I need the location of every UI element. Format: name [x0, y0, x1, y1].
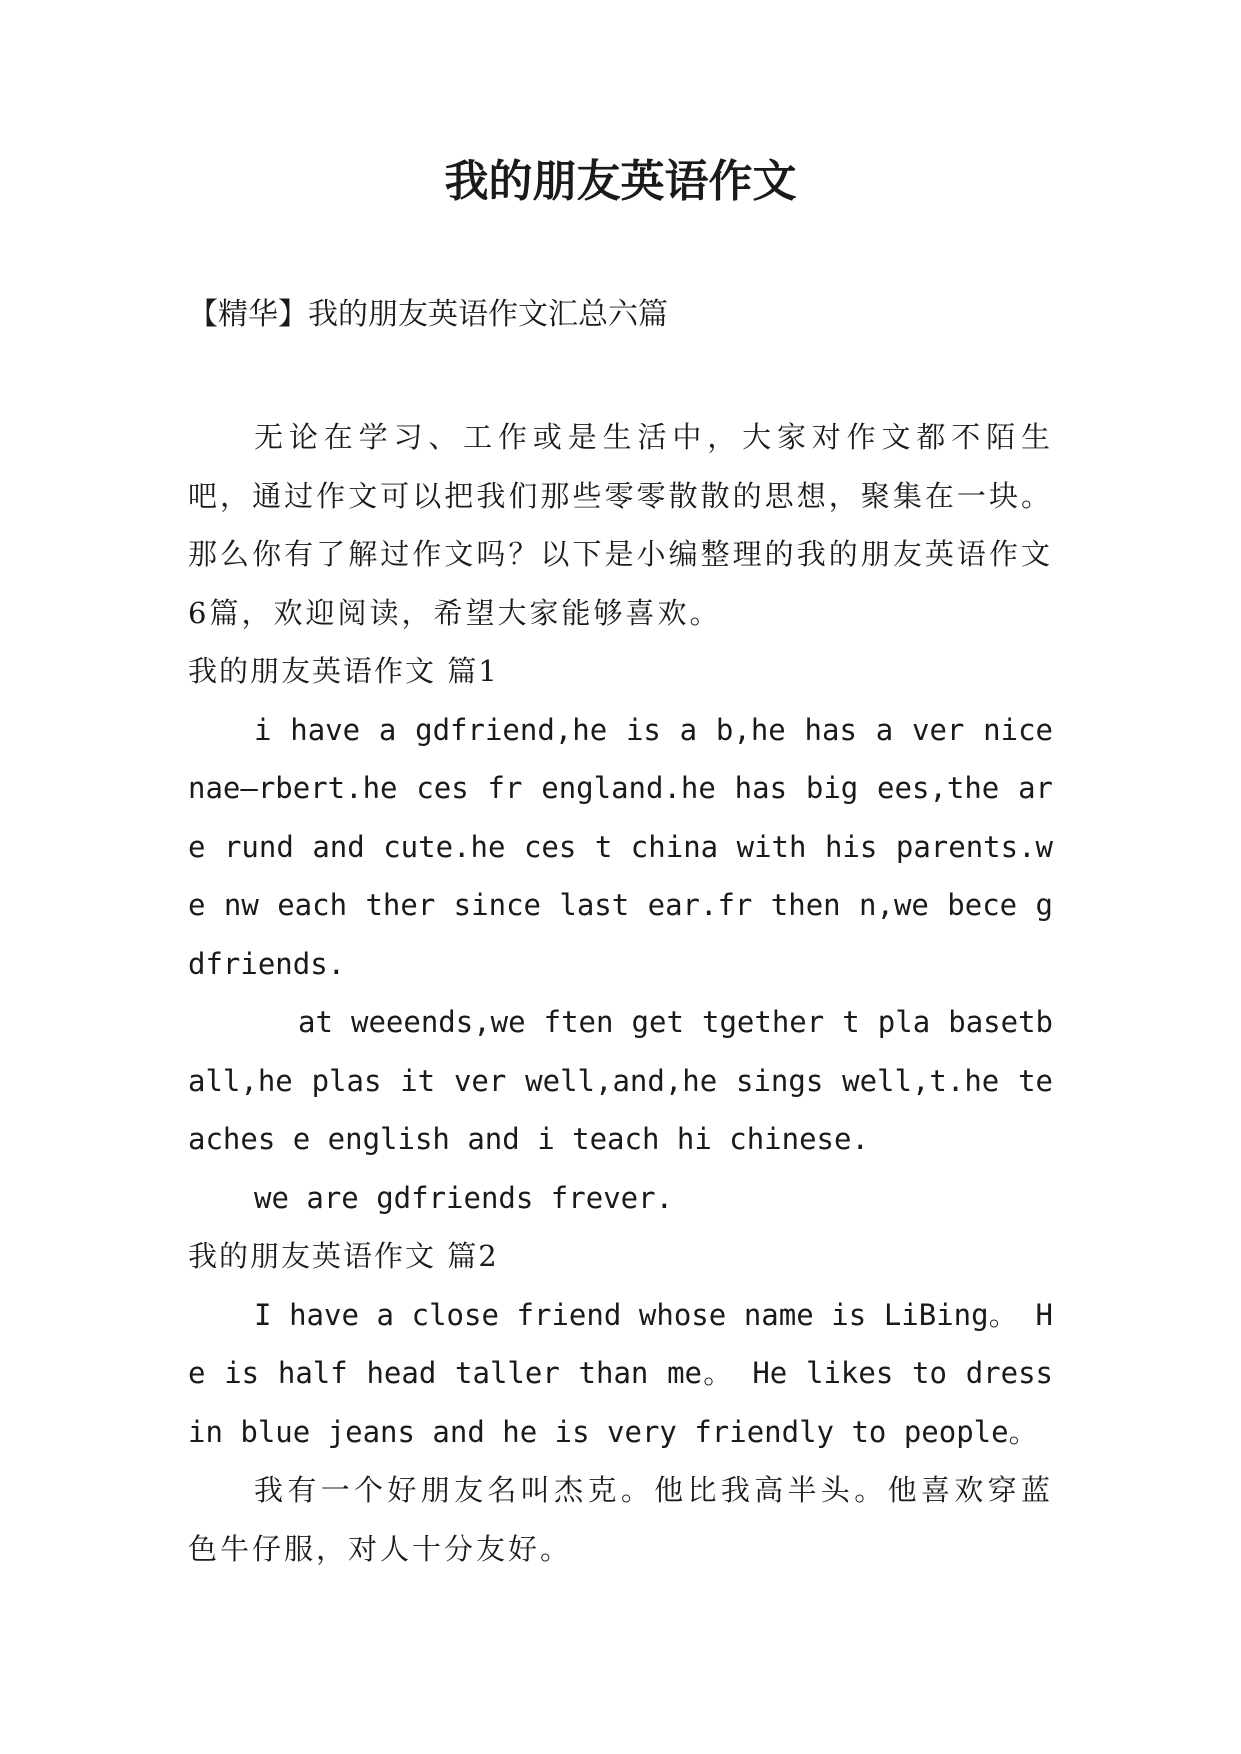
document-subtitle: 【精华】我的朋友英语作文汇总六篇	[188, 297, 668, 332]
page-title: 我的朋友英语作文	[444, 156, 797, 207]
section-1-paragraph-1: i have a gdfriend,he is a b,he has a ver nice nae—rbert.he ces fr england.he has big ees,the are rund and cute.he ces t china with his parents.we nw each ther since last ear.fr then n,we bece gdfriends.	[188, 712, 1053, 981]
section-2-paragraph-1: I have a close friend whose name is LiBing。 He is half head taller than me。 He likes to dress in blue jeans and he is very friendly to people。	[188, 1297, 1053, 1449]
section-1-paragraph-2: at weeends,we ften get tgether t pla basetball,he plas it ver well,and,he sings well,t.he teaches e english and i teach hi chinese.	[188, 1005, 1053, 1156]
section-2-paragraph-2: 我有一个好朋友名叫杰克。他比我高半头。他喜欢穿蓝色牛仔服，对人十分友好。	[188, 1473, 1053, 1566]
section-2-heading: 我的朋友英语作文 篇2	[188, 1239, 499, 1273]
section-1-heading: 我的朋友英语作文 篇1	[188, 654, 499, 688]
section-1-paragraph-3: we are gdfriends frever.	[254, 1180, 674, 1215]
document-body	[188, 408, 1053, 1578]
intro-paragraph: 无论在学习、工作或是生活中，大家对作文都不陌生吧，通过作文可以把我们那些零零散散的思想，聚集在一块。那么你有了解过作文吗？以下是小编整理的我的朋友英语作文6篇，欢迎阅读，希望大家能够喜欢。	[188, 420, 1053, 630]
